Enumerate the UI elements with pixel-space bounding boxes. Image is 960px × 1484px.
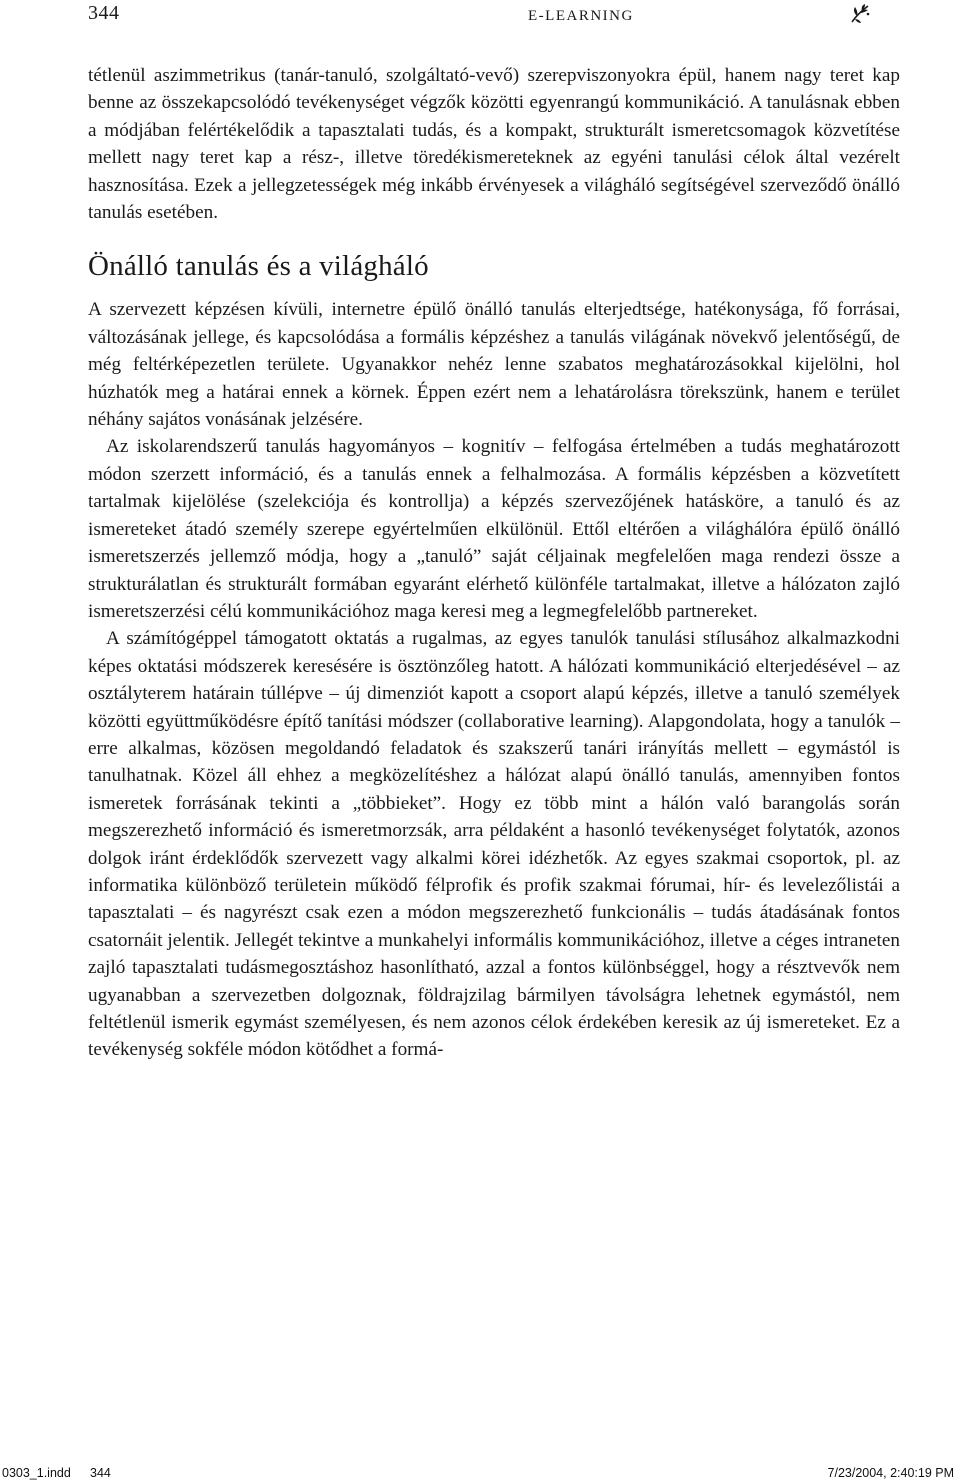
- paragraph-collaborative-learning: A számítógéppel támogatott oktatás a rugalmas, az egyes tanulók tanulási stílusához alkalmazkodni képes oktatási módszerek keresésére is ösztönzőleg hatott. A hálózati kommunikáció elterjedésével – az osztályterem határain túllépve – új dimenziót kapott a csoport alapú képzés, illetve a tanuló személyek közötti együttműködésre építő tanítási módszer (collaborative learning). Alapgondolata, hogy a tanulók – erre alkalmas, közösen megoldandó feladatok és szakszerű tanári irányítás mellett – egymástól is tanulhatnak. Közel áll ehhez a megközelítéshez a hálózat alapú önálló tanulás, amennyiben fontos ismeretek forrásának tekinti a „többieket”. Hogy ez több mint a hálón való barangolás során megszerezhető információ és ismeretmorzsák, arra példaként a hasonló tevékenységet folytatók, azonos dolgok iránt érdeklődők szervezett vagy alkalmi körei idézhetők. Az egyes szakmai csoportok, pl. az informatika különböző területein működő félprofik és profik szakmai fórumai, hír- és levelezőlistái a tapasztalati – és nagyrészt csak ezen a módon megszerezhető funkcionális – tudás átadásának fontos csatornáit jelentik. Jellegét tekintve a munkahelyi informális kommunikációhoz, illetve a céges intraneten zajló tapasztalati tudásmegosztáshoz hasonlítható, azzal a fontos különbséggel, hogy a résztvevők nem ugyanabban a szervezetben dolgoznak, földrajzilag bármilyen távolságra lehetnek egymástól, nem feltétlenül ismerik egymást személyesen, és nem azonos célok érdekében keresik az új ismereteket. Ez a tevékenység sokféle módon kötődhet a formá-: [88, 628, 900, 1061]
- running-title: E-LEARNING: [528, 8, 634, 24]
- slug-timestamp: 7/23/2004, 2:40:19 PM: [827, 1466, 954, 1480]
- section-heading: Önálló tanulás és a világháló: [88, 250, 429, 283]
- main-text: [88, 62, 900, 1064]
- slug-page-number: 344: [90, 1466, 111, 1480]
- fleuron-icon: [848, 2, 872, 26]
- slug-file-name: 0303_1.indd: [2, 1466, 71, 1480]
- paragraph-cognitive-learning: Az iskolarendszerű tanulás hagyományos – kognitív – felfogása értelmében a tudás meghatározott módon szerzett információ, és a tanulás ennek a felhalmozása. A formális képzésben a közvetített tartalmak kijelölése (szelekciója és kontrollja) a képzés szervezőjének hatásköre, a tanuló és az ismereteket átadó személy szerepe egyértelműen elkülönül. Ettől eltérően a világhálóra épülő önálló ismeretszerzés jellemző módja, hogy a „tanuló” saját céljainak megfelelően maga rendezi össze a strukturálatlan és strukturált formában egyaránt elérhető különféle tartalmakat, illetve a hálózaton zajló ismeretszerzési célú kommunikációhoz maga keresi meg a legmegfelelőbb partnereket.: [88, 436, 900, 622]
- paragraph-continued: tétlenül aszimmetrikus (tanár-tanuló, szolgáltató-vevő) szerepviszonyokra épül, hanem nagy teret kap benne az összekapcsolódó tevékenységet végzők közötti egyenrangú kommunikáció. A tanulásnak ebben a módjában felértékelődik a tapasztalati tudás, és a kompakt, strukturált ismeretcsomagok közvetítése mellett nagy teret kap a rész-, illetve töredékismereteknek az egyéni tanulási célok által vezérelt hasznosítása. Ezek a jellegzetességek még inkább érvényesek a világháló segítségével szerveződő önálló tanulás esetében.: [88, 65, 900, 224]
- print-slug: [0, 1464, 960, 1480]
- running-header: [88, 2, 900, 32]
- paragraph-intro: A szervezett képzésen kívüli, internetre épülő önálló tanulás elterjedtsége, hatékonysága, fő forrásai, változásának jellege, és kapcsolódása a formális képzéshez a tanulás világának növekvő jelentőségű, de még feltérképezetlen területe. Ugyanakkor nehéz lenne szabatos meghatározásokkal kijelölni, hol húzhatók meg a határai ennek a körnek. Éppen ezért nem a lehatárolásra törekszünk, hanem e terület néhány sajátos vonásának jelzésére.: [88, 299, 900, 431]
- page-number: 344: [88, 2, 120, 24]
